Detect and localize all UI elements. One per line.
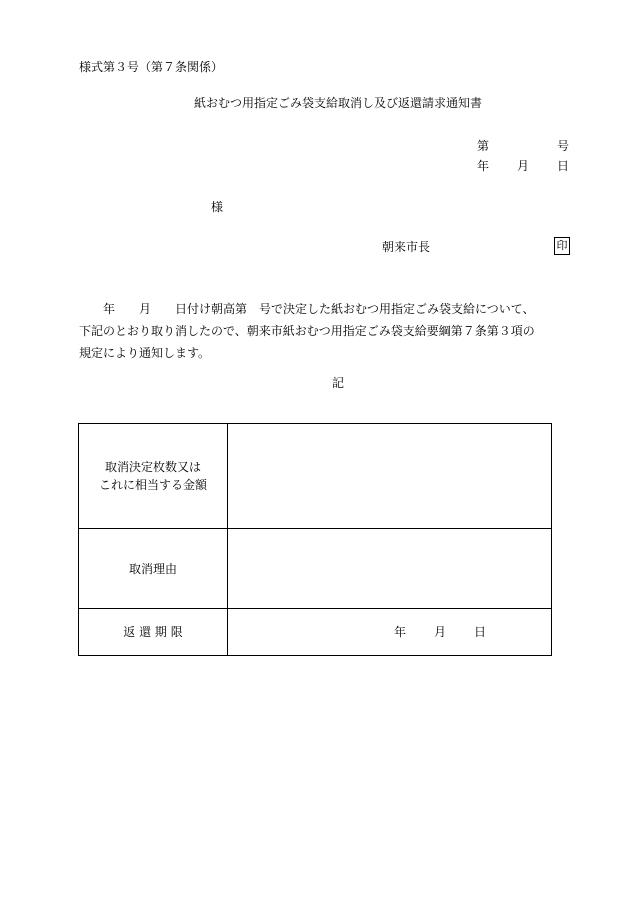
table-row-cancel-reason <box>79 529 552 609</box>
body-line-3: 規定により通知します。 <box>79 346 211 360</box>
cancel-amount-label-line1: 取消決定枚数又は <box>104 460 201 474</box>
issue-date-year: 年 <box>477 159 490 173</box>
reference-number-suffix: 号 <box>557 139 570 153</box>
return-deadline-label: 返 還 期 限 <box>79 609 228 656</box>
reference-number-prefix: 第 <box>477 139 490 153</box>
cancel-amount-label <box>79 424 228 529</box>
issue-date-day: 日 <box>557 159 570 173</box>
issuer-name: 朝来市長 <box>382 240 431 254</box>
return-deadline-value[interactable] <box>228 609 552 656</box>
table-row-cancel-amount <box>79 424 552 529</box>
ki-heading: 記 <box>331 376 344 390</box>
seal-stamp: 印 <box>554 237 570 255</box>
detail-table <box>78 423 552 656</box>
issue-date-month: 月 <box>517 159 530 173</box>
document-title: 紙おむつ用指定ごみ袋支給取消し及び返還請求通知書 <box>193 96 482 110</box>
return-deadline-date <box>228 626 551 638</box>
cancel-amount-value[interactable] <box>228 424 552 529</box>
body-line-2: 下記のとおり取り消したので、朝来市紙おむつ用指定ごみ袋支給要綱第７条第３項の <box>79 324 535 338</box>
cancel-amount-label-line2: これに相当する金額 <box>98 478 207 492</box>
return-deadline-month: 月 <box>434 625 447 639</box>
table-row-return-deadline <box>79 609 552 656</box>
notice-body <box>79 298 589 364</box>
cancel-reason-value[interactable] <box>228 529 552 609</box>
return-deadline-year: 年 <box>394 625 407 639</box>
cancel-reason-label: 取消理由 <box>79 529 228 609</box>
body-line-1: 年 月 日付け朝高第 号で決定した紙おむつ用指定ごみ袋支給について、 <box>103 302 535 316</box>
return-deadline-day: 日 <box>474 625 487 639</box>
form-number: 様式第３号（第７条関係） <box>79 60 224 74</box>
addressee-honorific: 様 <box>211 200 224 214</box>
